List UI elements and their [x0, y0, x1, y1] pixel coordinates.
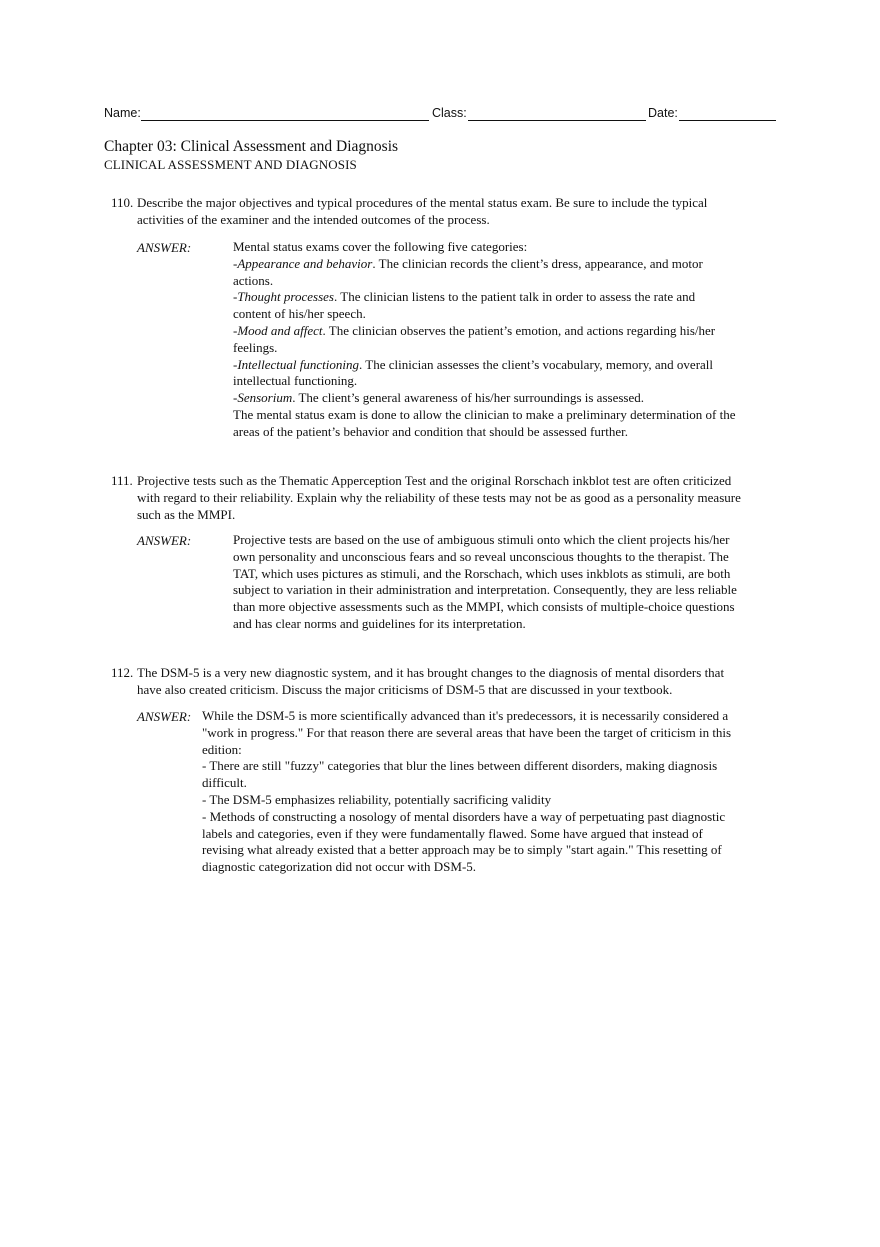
class-label: Class: [432, 106, 467, 120]
answer-line: difficult. [202, 775, 247, 791]
item-term: -Appearance and behavior [233, 255, 373, 271]
answer-line: edition: [202, 741, 242, 757]
answer-line: revising what already existed that a better approach may be to simply "start again." This resetting of [202, 842, 722, 858]
answer-item [233, 390, 793, 407]
date-label: Date: [648, 106, 678, 120]
answer-label: ANSWER: [137, 240, 192, 255]
date-blank[interactable] [679, 120, 776, 121]
answer-closing: The mental status exam is done to allow the clinician to make a preliminary determination of the [233, 406, 736, 422]
question-text [137, 472, 741, 523]
answer-line: diagnostic categorization did not occur with DSM-5. [202, 859, 477, 875]
item-text: . The clinician observes the patient’s emotion, and actions regarding his/her [322, 322, 716, 338]
question-line: with regard to their reliability. Explain why the reliability of these tests may not be as good as a personality measure [137, 490, 741, 505]
name-label: Name: [104, 106, 141, 120]
question-line: such as the MMPI. [137, 507, 236, 522]
answer-line: Projective tests are based on the use of ambiguous stimuli onto which the client projects his/her [233, 532, 730, 547]
question-line: Projective tests such as the Thematic Apperception Test and the original Rorschach inkblot test are often criticized [137, 473, 732, 488]
answer-line: TAT, which uses pictures as stimuli, and the Rorschach, which uses inkblots as stimuli, are both [233, 565, 731, 581]
answer-112 [202, 708, 782, 876]
answer-item [233, 323, 793, 340]
answer-line: "work in progress." For that reason there are several areas that have been the target of criticism in this [202, 724, 732, 740]
header-fields [104, 104, 776, 124]
item-term: -Mood and affect [233, 322, 323, 338]
answer-line: - The DSM-5 emphasizes reliability, potentially sacrificing validity [202, 791, 552, 807]
question-line: have also created criticism. Discuss the major criticisms of DSM-5 that are discussed in your textbook. [137, 682, 673, 697]
chapter-title: Chapter 03: Clinical Assessment and Diagnosis [104, 138, 399, 155]
answer-label: ANSWER: [137, 533, 192, 548]
answer-label: ANSWER: [137, 709, 192, 724]
answer-item [233, 256, 793, 273]
question-line: Describe the major objectives and typical procedures of the mental status exam. Be sure to include the typical [137, 195, 708, 210]
answer-closing: areas of the patient’s behavior and condition that should be assessed further. [233, 423, 628, 439]
question-111 [111, 472, 791, 528]
answer-item [233, 289, 793, 306]
item-text-cont: actions. [233, 272, 274, 288]
item-term: -Thought processes [233, 289, 334, 305]
question-text [137, 194, 707, 228]
answer-111 [233, 532, 793, 633]
item-text-cont: intellectual functioning. [233, 373, 358, 389]
answer-line: - Methods of constructing a nosology of mental disorders have a way of perpetuating past diagnostic [202, 808, 726, 824]
chapter-subtitle: CLINICAL ASSESSMENT AND DIAGNOSIS [104, 157, 357, 172]
answer-110 [233, 239, 793, 441]
item-text-cont: feelings. [233, 339, 278, 355]
question-number: 110. [111, 195, 134, 210]
question-112 [111, 664, 791, 704]
question-number: 112. [111, 665, 134, 680]
question-line: The DSM-5 is a very new diagnostic system, and it has brought changes to the diagnosis of mental disorders that [137, 665, 725, 680]
item-text: . The client’s general awareness of his/her surroundings is assessed. [292, 390, 644, 406]
answer-line: than more objective assessments such as the MMPI, which consists of multiple-choice questions [233, 599, 735, 615]
answer-line: subject to variation in their administration and interpretation. Consequently, they are less reliable [233, 582, 737, 598]
answer-line: and has clear norms and guidelines for its interpretation. [233, 615, 526, 631]
item-term: -Sensorium [233, 390, 293, 406]
class-blank[interactable] [468, 120, 646, 121]
answer-line: While the DSM-5 is more scientifically advanced than it's predecessors, it is necessarily considered a [202, 708, 729, 723]
item-text: . The clinician listens to the patient talk in order to assess the rate and [334, 289, 696, 305]
item-text-cont: content of his/her speech. [233, 306, 366, 322]
answer-line: own personality and unconscious fears and so reveal unconscious thoughts to the therapist. The [233, 548, 729, 564]
answer-intro: Mental status exams cover the following five categories: [233, 239, 528, 254]
question-line: activities of the examiner and the intended outcomes of the process. [137, 212, 490, 227]
item-text: . The clinician assesses the client’s vocabulary, memory, and overall [359, 356, 714, 372]
question-110 [111, 194, 791, 234]
item-term: -Intellectual functioning [233, 356, 359, 372]
name-blank[interactable] [141, 120, 429, 121]
item-text: . The clinician records the client’s dress, appearance, and motor [372, 255, 703, 271]
answer-line: labels and categories, even if they were fundamentally flawed. Some have argued that instead of [202, 825, 703, 841]
question-text [137, 664, 724, 698]
question-number: 111. [111, 473, 133, 488]
answer-item [233, 357, 793, 374]
answer-line: - There are still "fuzzy" categories that blur the lines between different disorders, making diagnosis [202, 758, 718, 774]
